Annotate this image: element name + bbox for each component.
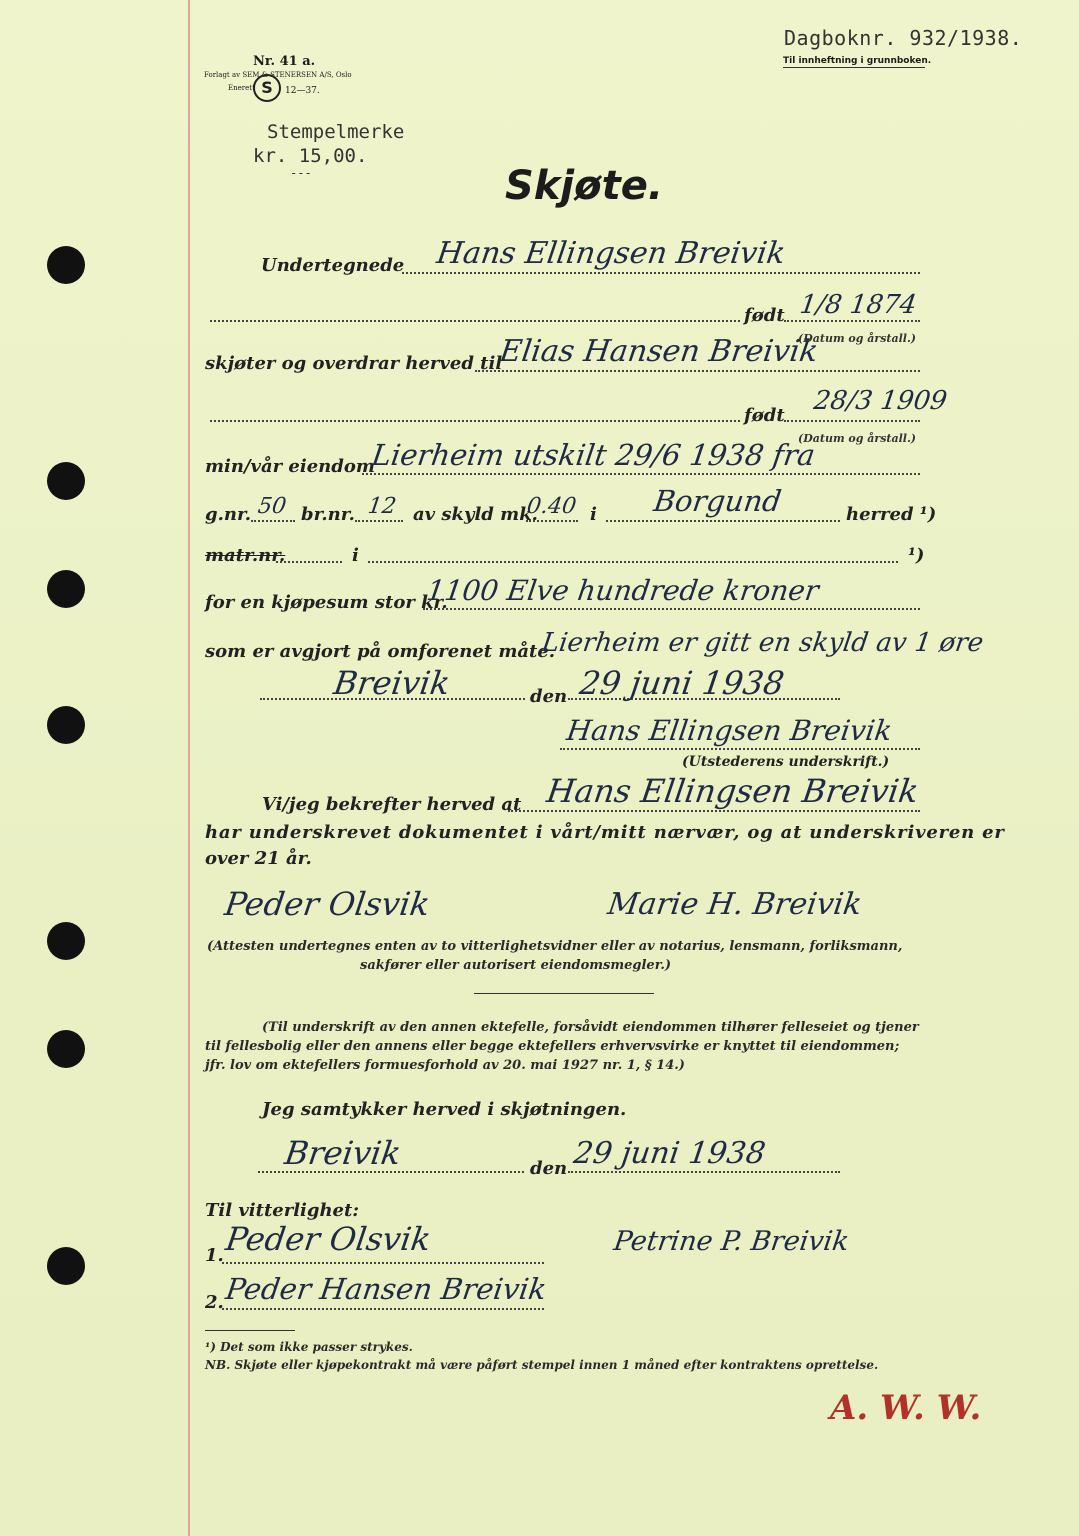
form-number: Nr. 41 a.: [253, 54, 316, 69]
spouse-witness-1: Peder Olsvik: [223, 1220, 434, 1258]
margin-line: [188, 0, 190, 1536]
matr-label: matr.nr.: [205, 545, 286, 566]
herred-label: herred ¹): [846, 504, 937, 525]
bekrefter-label: Vi/jeg bekrefter herved at: [262, 794, 522, 815]
witness-2-number: 2.: [205, 1292, 224, 1313]
consent-text: Jeg samtykker herved i skjøtningen.: [262, 1099, 627, 1120]
gnr-label: g.nr.: [205, 504, 252, 525]
spouse-place-value: Breivik: [282, 1134, 404, 1172]
fodt-label-1: født: [744, 305, 785, 326]
dotted-line: [606, 520, 840, 522]
dotted-line: [560, 748, 920, 750]
stamp-line-3: ---: [290, 166, 312, 180]
stamp-line-1: Stempelmerke: [267, 121, 405, 143]
fodt-value-1: 1/8 1874: [797, 290, 919, 320]
undertegnede-value: Hans Ellingsen Breivik: [434, 236, 788, 271]
journal-note: Til innheftning i grunnboken.: [783, 56, 932, 66]
herred-value: Borgund: [651, 484, 784, 518]
spouse-signature: Petrine P. Breivik: [611, 1226, 851, 1257]
dotted-line: [784, 420, 920, 422]
journal-number: Dagboknr. 932/1938.: [784, 26, 1023, 50]
footnote-divider: [205, 1330, 295, 1331]
issuer-caption: (Utstederens underskrift.): [682, 754, 890, 770]
kjopesum-label: for en kjøpesum stor kr.: [205, 592, 448, 613]
eiendom-value: Lierheim utskilt 29/6 1938 fra: [369, 438, 818, 472]
datum-caption-1: (Datum og årstall.): [798, 332, 916, 345]
spouse-witness-2: Peder Hansen Breivik: [223, 1272, 549, 1306]
registrar-initials: A. W. W.: [830, 1388, 982, 1428]
dotted-line: [355, 520, 403, 522]
attest-note-2: sakfører eller autorisert eiendomsmegler.): [360, 958, 672, 973]
witness-2-signature: Marie H. Breivik: [605, 887, 864, 922]
dotted-line: [222, 1308, 544, 1310]
dotted-line: [222, 1262, 544, 1264]
footnote-nb: NB. Skjøte eller kjøpekontrakt må være påført stempel innen 1 måned efter kontraktens oprettelse.: [205, 1358, 879, 1372]
skyld-label: av skyld mk.: [413, 504, 538, 525]
bekrefter-line-3: over 21 år.: [205, 848, 312, 869]
brnr-label: br.nr.: [301, 504, 355, 525]
overdrar-value: Elias Hansen Breivik: [497, 334, 821, 369]
date-value: 29 juni 1938: [577, 664, 787, 702]
eiendom-label: min/vår eiendom: [205, 456, 375, 477]
punch-hole-icon: [47, 1030, 85, 1068]
dotted-line: [423, 608, 920, 610]
gnr-value: 50: [256, 494, 288, 519]
punch-hole-icon: [47, 570, 85, 608]
den-label: den: [530, 686, 568, 707]
kjopesum-value: 1100 Elve hundrede kroner: [424, 574, 821, 607]
stamp-line-2: kr. 15,00.: [253, 145, 368, 167]
fodt-label-2: født: [744, 405, 785, 426]
avgjort-value: Lierheim er gitt en skyld av 1 øre: [539, 628, 986, 658]
dotted-line: [362, 473, 920, 475]
overdrar-label: skjøter og overdrar herved til: [205, 353, 503, 374]
attest-note-1: (Attesten undertegnes enten av to vitterlighetsvidner eller av notarius, lensmann, forliksmann,: [207, 939, 903, 954]
punch-hole-icon: [47, 462, 85, 500]
dotted-line: [475, 370, 920, 372]
dotted-line: [368, 561, 898, 563]
dotted-line: [402, 272, 920, 274]
dotted-line: [784, 320, 920, 322]
vitterlighet-label: Til vitterlighet:: [205, 1200, 359, 1221]
spouse-note-2: til fellesbolig eller den annens eller begge ektefellers erhvervsvirke er knyttet til eiendommen;: [205, 1039, 900, 1054]
punch-hole-icon: [47, 922, 85, 960]
spouse-note-3: jfr. lov om ektefellers formuesforhold av 20. mai 1927 nr. 1, § 14.): [205, 1058, 685, 1073]
dotted-line: [276, 561, 342, 563]
matr-i-label: i: [352, 545, 359, 566]
print-date: 12—37.: [285, 86, 320, 96]
punch-hole-icon: [47, 1247, 85, 1285]
punch-hole-icon: [47, 706, 85, 744]
document-title: Skjøte.: [505, 163, 664, 209]
dotted-line: [210, 320, 740, 322]
avgjort-label: som er avgjort på omforenet måte.: [205, 641, 556, 662]
place-value: Breivik: [331, 664, 453, 702]
spouse-den-label: den: [530, 1158, 568, 1179]
bekrefter-line-2: har underskrevet dokumentet i vårt/mitt nærvær, og at underskriveren er: [205, 822, 1005, 843]
i-label: i: [590, 504, 597, 525]
bekrefter-value: Hans Ellingsen Breivik: [544, 772, 921, 810]
dotted-line: [526, 520, 578, 522]
fodt-value-2: 28/3 1909: [811, 386, 949, 416]
divider: [783, 67, 925, 68]
issuer-signature: Hans Ellingsen Breivik: [564, 714, 895, 747]
witness-1-signature: Peder Olsvik: [222, 885, 433, 923]
publisher-logo-icon: S: [253, 74, 281, 102]
spouse-note-1: (Til underskrift av den annen ektefelle, forsåvidt eiendommen tilhører felleseiet og tjener: [262, 1020, 919, 1035]
dotted-line: [210, 420, 740, 422]
skyld-value: 0.40: [525, 494, 578, 519]
dotted-line: [568, 1171, 840, 1173]
footnote-1: ¹) Det som ikke passer strykes.: [205, 1340, 413, 1354]
brnr-value: 12: [366, 494, 398, 519]
dotted-line: [508, 810, 920, 812]
datum-caption-2: (Datum og årstall.): [798, 432, 916, 445]
witness-1-number: 1.: [205, 1245, 224, 1266]
spouse-date-value: 29 juni 1938: [571, 1136, 768, 1171]
dotted-line: [251, 520, 295, 522]
section-divider: [474, 993, 654, 994]
publisher: Forlagt av SEM & STENERSEN A/S, Oslo: [204, 71, 352, 79]
punch-hole-icon: [47, 246, 85, 284]
matr-end: ¹): [908, 545, 925, 566]
undertegnede-label: Undertegnede: [261, 255, 405, 276]
rights-label: Enerett: [228, 84, 255, 92]
